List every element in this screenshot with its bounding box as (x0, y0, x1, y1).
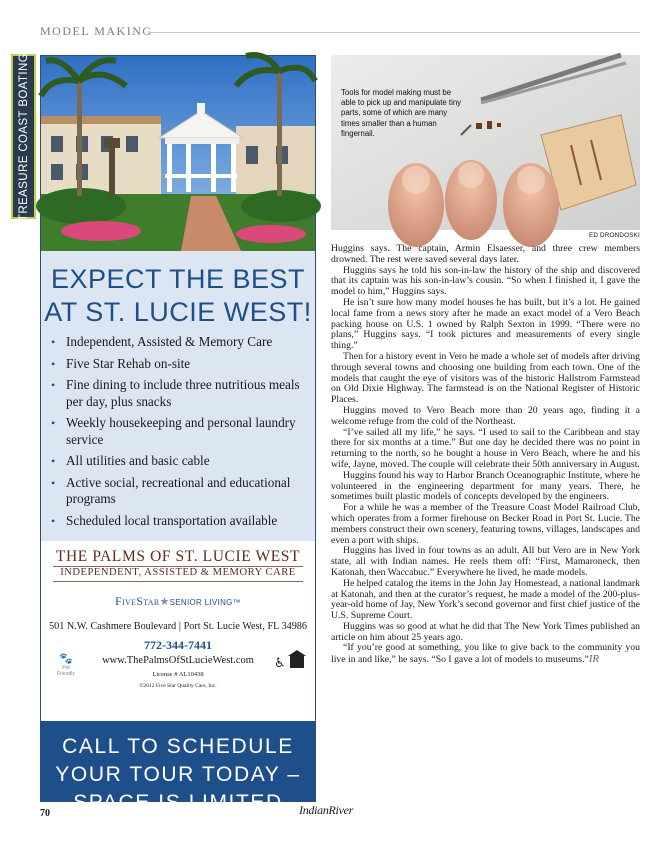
bullet-dot-icon: • (51, 416, 56, 430)
article-paragraph: Then for a history event in Vero he made a whole set of models after driving through several towns and choosing one building from each town. One of the models that caught the eye of visitors was of the historic Hallstrom Farmstead on Old Dixie Highway. The farmstead is on the National Register of Historic Places. (331, 350, 640, 406)
equal-housing-icon (290, 656, 304, 668)
side-tab (11, 54, 36, 219)
article-paragraph-last (331, 643, 640, 666)
facility-subtitle: INDEPENDENT, ASSISTED & MEMORY CARE (60, 567, 296, 578)
article-paragraph: He helped catalog the items in the John Jay Homestead, a national landmark at Katonah, and then at the curator’s request, he made a model of the 200-plus-year-old home of Jay, New York’s second governor and first chief justice of the U.S. Supreme Court. (331, 577, 640, 622)
address-street: 501 N.W. Cashmere Boulevard (49, 621, 177, 632)
ad-call-to-action (41, 721, 315, 814)
fivestar-logo-sub: SENIOR LIVING™ (169, 598, 241, 607)
article-paragraph-text: “If you’re good at something, you like to give back to the community you live in and like,” he says. “So I gave a lot of models to museums.” (331, 642, 640, 666)
facility-license: License # AL10438 (152, 671, 204, 678)
divider (53, 581, 303, 582)
article-paragraph: “I’ve sailed all my life,” he says. “I used to sail to the Caribbean and stay there for six months at a time.” But one day he decided there was no point in returning to the north, so he bought a house in Vero Beach, where he and his wife, Jayne, moved. The couple will celebrate their 50th anniversary in August. (331, 426, 640, 470)
facility-address (41, 621, 315, 632)
facility-website: www.ThePalmsOfStLucieWest.com (102, 655, 254, 666)
end-mark: IR (588, 653, 600, 666)
cta-line-3: SPACE IS LIMITED (73, 791, 283, 814)
ad-bullet-text: Scheduled local transportation available (66, 512, 278, 528)
ad-bullet-text: Active social, recreational and educational programs (66, 474, 291, 506)
bullet-dot-icon: • (51, 475, 56, 490)
paw-icon: 🐾 (59, 653, 73, 665)
cta-line-1: CALL TO SCHEDULE (62, 735, 294, 758)
bullet-dot-icon: • (51, 513, 56, 528)
pet-friendly-icon (51, 654, 81, 678)
cta-text (41, 733, 315, 817)
photo-caption: Tools for model making must be able to pick up and manipulate tiny parts, some of which are many times smaller than a human fingernail. (341, 88, 462, 138)
bullet-dot-icon: • (51, 356, 56, 371)
ad-headline (41, 263, 315, 329)
footer-logo: IndianRiver (299, 803, 354, 817)
pet-label-1: Pet (62, 665, 70, 671)
article-paragraph: Huggins found his way to Harbor Branch Oceanographic Institute, where he volunteered in the engineering department for many years. There, he sometimes built plastic models of concepts developed by the engineers. (331, 469, 640, 503)
article-paragraph: Huggins has lived in four towns as an adult. All but Vero are in New York state, all with Indian names. He reels them off: “First, Mamaroneck, then Katonah, then Waccabuc.” Everywhere he lived, he made models. (331, 545, 640, 578)
header-rule (148, 32, 640, 33)
address-separator: | (178, 621, 182, 632)
article-paragraph: Huggins says. The captain, Armin Elsaesser, and three crew members drowned. The rest were saved several days later. (331, 243, 640, 265)
article-body (331, 244, 640, 804)
article-paragraph: Huggins was so good at what he did that The New York Times published an article on him about 25 years ago. (331, 620, 640, 643)
photo-credit: ED DRONDOSKI (588, 232, 640, 239)
fivestar-logo-main: FiveStar (115, 594, 160, 608)
page-number: 70 (40, 808, 50, 819)
ad-bullet-list (49, 334, 309, 534)
pet-label-2: Friendly (57, 671, 75, 677)
facility-phone: 772-344-7441 (144, 638, 212, 652)
ad-headline-block (41, 251, 315, 541)
ad-photo-gazebo (41, 56, 315, 251)
article-paragraph: Huggins says he told his son-in-law the history of the ship and discovered that its captain was his son-in-law’s cousin. “So when I finished it, I gave the model to him,” Huggins says. (331, 264, 640, 298)
ad-bullet-text: All utilities and basic cable (66, 453, 210, 468)
ad-bullet-text: Weekly housekeeping and personal laundry service (66, 415, 296, 447)
ad-bullet (49, 334, 309, 351)
ad-copyright: ©2012 Five Star Quality Care, Inc. (139, 683, 217, 689)
bullet-dot-icon: • (51, 454, 56, 468)
ad-bullet (49, 356, 309, 373)
bullet-dot-icon: • (51, 335, 56, 349)
article-paragraph: For a while he was a member of the Treasure Coast Model Railroad Club, which operates from a former firehouse on Becker Road in Port St. Lucie. The members construct their own scenery, featuring towns, villages, landscapes and even a port with ships. (331, 502, 640, 546)
section-label: MODEL MAKING (40, 24, 153, 38)
article-photo-tools (331, 55, 640, 230)
ad-bullet (49, 415, 309, 448)
article-paragraph: Huggins moved to Vero Beach more than 20 years ago, finding it a welcome refuge from the cold of the Northeast. (331, 404, 640, 427)
ad-facility-block (41, 541, 315, 721)
ad-bullet-text: Independent, Assisted & Memory Care (66, 334, 273, 349)
facility-name: THE PALMS OF ST. LUCIE WEST (55, 548, 301, 565)
bullet-dot-icon: • (51, 378, 56, 392)
ad-bullet-text: Five Star Rehab on-site (66, 355, 191, 371)
ad-bullet (49, 377, 309, 410)
ad-bullet (49, 475, 309, 508)
ad-bullet (49, 453, 309, 470)
star-icon: ★ (159, 596, 170, 608)
ad-headline-line-1: EXPECT THE BEST (50, 264, 306, 294)
fivestar-logo (41, 594, 315, 609)
page-header (40, 22, 640, 42)
cta-line-2: YOUR TOUR TODAY – (55, 763, 301, 786)
ad-headline-line-2: AT ST. LUCIE WEST! (44, 297, 312, 327)
article-paragraph: He isn’t sure how many model houses he has built, but it’s a lot. He gained local fame from a news story after he made an exact model of a Vero Beach packing house on U.S. 1 owned by Ralph Sexton in 1999. “There were no plans,” Huggins says. “I took pictures and measurements of every single thing.” (331, 296, 640, 352)
wheelchair-accessible-icon: ♿ (274, 656, 286, 671)
ad-bullet-text: Fine dining to include three nutritious meals per day, plus snacks (66, 377, 300, 409)
side-tab-label: TREASURE COAST BOATING (17, 52, 30, 221)
ad-bullet (49, 513, 309, 530)
address-city: Port St. Lucie West, FL 34986 (183, 621, 307, 632)
